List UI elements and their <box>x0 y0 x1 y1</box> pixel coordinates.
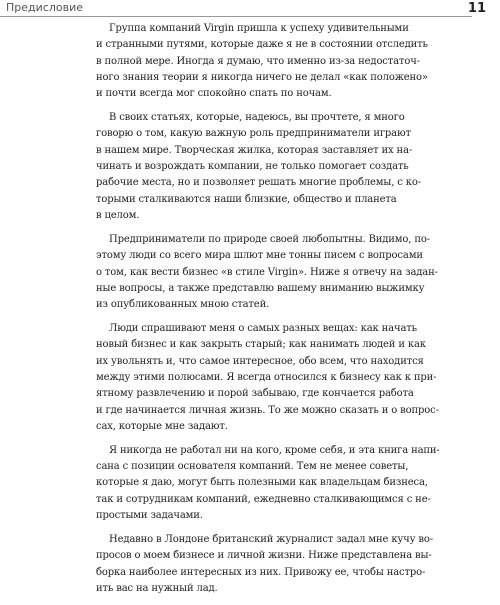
paragraph <box>96 321 439 435</box>
header-rule <box>0 16 472 17</box>
text-line: которые я даю, могут быть полезными как владельцам бизнеса, <box>96 477 428 489</box>
text-line: простыми задачами. <box>96 510 203 522</box>
paragraph <box>96 532 433 597</box>
text-line: Группа компаний Virgin пришла к успеху удивительными <box>109 23 409 34</box>
text-line: ного знания теории я никогда ничего не делал «как положено» <box>96 71 428 83</box>
text-line: торыми сталкиваются наши близкие, общество и планета <box>96 193 397 205</box>
text-line: просов о моем бизнесе и личной жизни. Ниже представлена вы- <box>96 550 432 562</box>
text-line: Я никогда не работал ни на кого, кроме себя, и эта книга напи- <box>109 444 440 456</box>
text-line: Люди спрашивают меня о самых разных вещах: как начать <box>109 323 417 335</box>
text-line: ные вопросы, а также представлю вашему вниманию выжимку <box>96 282 425 294</box>
text-line: Предприниматели по природе своей любопытны. Видимо, по- <box>109 233 430 245</box>
section-title: Предисловие <box>6 1 83 14</box>
text-line: между этими полюсами. Я всегда относился к бизнесу как к при- <box>96 372 437 383</box>
paragraph <box>96 443 440 524</box>
text-line: этому люди со всего мира шлют мне тонны писем с вопросами <box>96 250 423 262</box>
text-line: их увольнять и, что самое интересное, обо всем, что находится <box>96 355 424 367</box>
text-line: так и сотрудникам компаний, ежедневно сталкивающимся с не- <box>96 493 431 505</box>
text-line: чинать и возрождать компании, не только помогает создать <box>96 161 409 173</box>
text-line: сах, которые мне задают. <box>96 420 228 432</box>
text-line: рабочие места, но и позволяет решать многие проблемы, с ко- <box>96 177 421 189</box>
running-header <box>0 0 500 22</box>
paragraph <box>96 232 438 313</box>
text-line: говорю о том, какую важную роль предприниматели играют <box>96 128 411 140</box>
text-line: и странными путями, которые даже я не в состоянии отследить <box>96 39 428 51</box>
text-line: в нашем мире. Творческая жилка, которая заставляет их на- <box>96 144 413 156</box>
text-line: ить вас на нужный лад. <box>96 582 218 594</box>
text-line: о том, как вести бизнес «в стиле Virgin». Ниже я отвечу на задан- <box>96 266 438 278</box>
text-line: и где начинается личная жизнь. То же можно сказать и о вопрос- <box>96 404 439 416</box>
text-line: в целом. <box>96 209 140 221</box>
text-line: В своих статьях, которые, надеюсь, вы прочтете, я много <box>109 112 405 124</box>
text-line: Недавно в Лондоне британский журналист задал мне кучу во- <box>109 534 433 546</box>
text-line: в полной мере. Иногда я думаю, что именно из-за недостаточ- <box>96 55 420 67</box>
page-number: 11 <box>467 1 486 16</box>
paragraph <box>96 110 421 224</box>
text-line: из опубликованных мною статей. <box>96 299 270 311</box>
text-line: и почти всегда мог спокойно спать по ночам. <box>96 88 332 100</box>
text-line: сана с позиции основателя компаний. Тем не менее советы, <box>96 461 409 473</box>
text-line: новый бизнес и как закрыть старый; как нанимать людей и как <box>96 339 426 351</box>
text-line: борка наиболее интересных из них. Привожу ее, чтобы настро- <box>96 566 426 578</box>
paragraph <box>96 21 428 102</box>
text-line: ятному развлечению и порой забываю, где кончается работа <box>96 388 414 400</box>
body-text <box>96 21 440 605</box>
